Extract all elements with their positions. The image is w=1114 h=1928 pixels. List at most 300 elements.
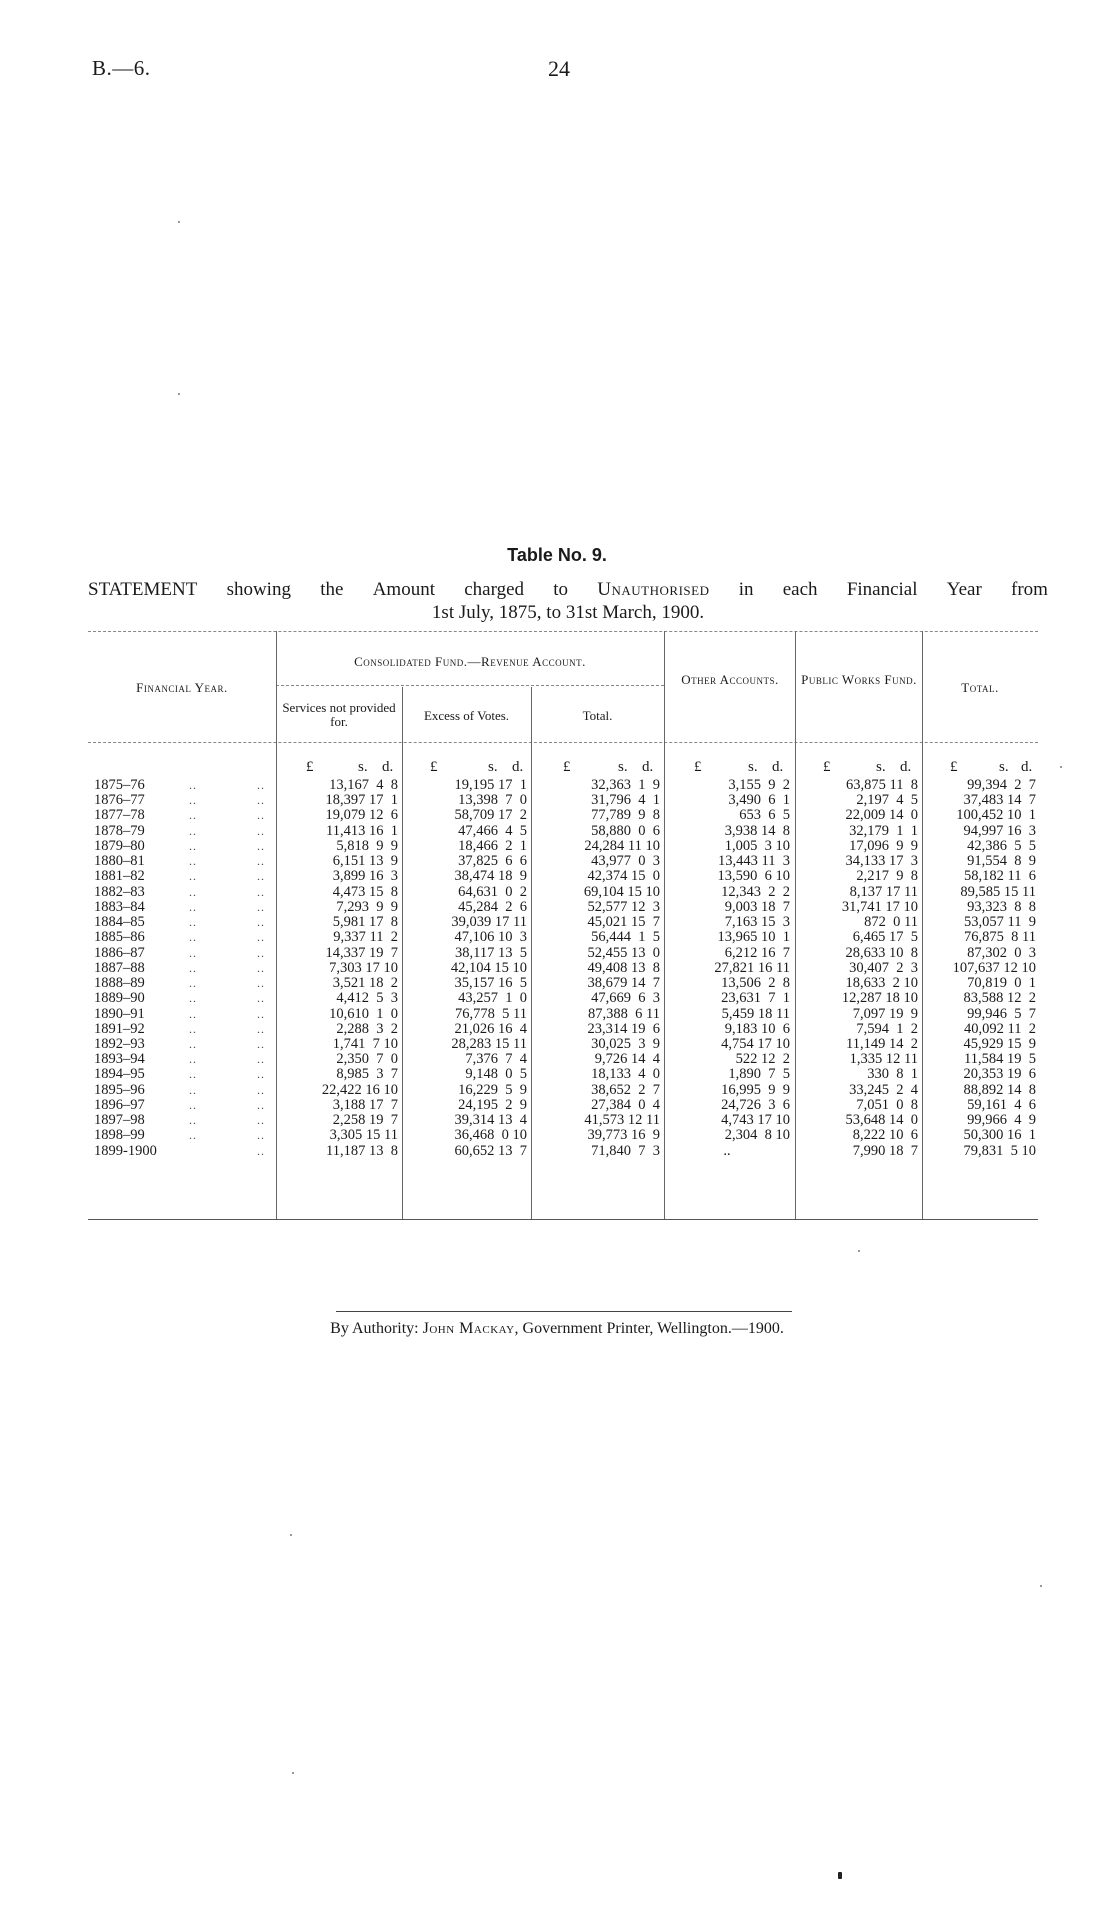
scan-speck	[292, 1772, 294, 1774]
year-row	[94, 1098, 272, 1113]
amount-cell: 12,287 18 10	[841, 990, 918, 1007]
table-statement	[88, 578, 1048, 624]
amount-cell: 9,337 11 2	[333, 929, 398, 946]
leader-dots: ..	[189, 884, 197, 899]
leader-dots: ..	[189, 960, 197, 975]
unit-pence: d.	[900, 759, 912, 775]
unit-pound: £	[563, 759, 571, 775]
header-consolidated-fund: Consolidated Fund.—Revenue Account.	[354, 654, 586, 669]
header-other-accounts: Other Accounts.	[681, 672, 779, 687]
leader-dots: ..	[257, 808, 265, 823]
amount-cell: 16,995 9 9	[721, 1081, 790, 1098]
leader-dots: ..	[189, 1006, 197, 1021]
leader-dots: ..	[257, 976, 265, 991]
amount-cell: 7,376 7 4	[465, 1051, 527, 1068]
leader-dots: ..	[189, 915, 197, 930]
unit-pound: £	[950, 759, 958, 775]
unit-pound: £	[694, 759, 702, 775]
financial-year-cell: 1893–94	[94, 1051, 145, 1068]
amount-cell: 13,506 2 8	[721, 975, 790, 992]
amount-cell: 3,899 16 3	[332, 868, 398, 885]
table-title: Table No. 9.	[507, 545, 607, 565]
leader-dots: ..	[257, 930, 265, 945]
amount-cell: 2,217 9 8	[856, 868, 918, 885]
total-column	[922, 778, 1036, 1159]
footer-rule	[336, 1311, 792, 1312]
statement-word: showing	[226, 579, 291, 600]
amount-cell: 13,965 10 1	[717, 929, 790, 946]
amount-cell: 64,631 0 2	[458, 883, 527, 900]
leader-dots: ..	[257, 793, 265, 808]
amount-cell: 9,726 14 4	[594, 1051, 660, 1068]
amount-cell: 2,197 4 5	[856, 792, 918, 809]
amount-cell: 18,133 4 0	[591, 1066, 660, 1083]
amount-cell: 27,384 0 4	[591, 1096, 660, 1113]
amount-cell: 2,258 19 7	[332, 1112, 398, 1129]
statement-word: each	[782, 579, 818, 600]
amount-cell: 99,394 2 7	[967, 777, 1036, 793]
amount-cell: 653 6 5	[739, 807, 790, 824]
amount-cell: 58,709 17 2	[454, 807, 527, 824]
amount-cell: 30,407 2 3	[849, 959, 918, 976]
amount-cell: 63,875 11 8	[846, 777, 918, 793]
amount-cell: 41,573 12 11	[584, 1112, 660, 1129]
leader-dots: ..	[189, 1097, 197, 1112]
leader-dots: ..	[189, 1113, 197, 1128]
amount-cell: 53,648 14 0	[845, 1112, 918, 1129]
leader-dots: ..	[257, 823, 265, 838]
leader-dots: ..	[189, 1067, 197, 1082]
leader-dots: ..	[257, 1113, 265, 1128]
amount-cell: 38,652 2 7	[591, 1081, 660, 1098]
services-column	[276, 778, 398, 1159]
scan-speck	[1060, 766, 1062, 768]
year-row	[94, 915, 272, 930]
scan-speck	[858, 1250, 860, 1252]
amount-cell: 36,468 0 10	[454, 1127, 527, 1144]
year-row	[94, 946, 272, 961]
amount-cell: 83,588 12 2	[963, 990, 1036, 1007]
amount-cell: 71,840 7 3	[591, 1142, 660, 1159]
amount-cell: 2,350 7 0	[336, 1051, 398, 1068]
amount-cell: 19,079 12 6	[325, 807, 398, 824]
leader-dots: ..	[257, 1128, 265, 1143]
amount-cell: 76,875 8 11	[964, 929, 1036, 946]
leader-dots: ..	[257, 854, 265, 869]
amount-cell: 13,167 4 8	[329, 777, 398, 793]
statement-word: in	[738, 579, 754, 600]
year-row	[94, 778, 272, 793]
amount-cell: 17,096 9 9	[849, 837, 918, 854]
leader-dots: ..	[189, 899, 197, 914]
leader-dots: ..	[189, 1128, 197, 1143]
amount-cell: 27,821 16 11	[714, 959, 790, 976]
amount-cell: 58,880 0 6	[591, 822, 660, 839]
year-row	[94, 824, 272, 839]
amount-cell: 24,726 3 6	[721, 1096, 790, 1113]
table-bottom-rule	[88, 1219, 1038, 1220]
unit-shillings: s.	[618, 759, 628, 775]
amount-cell: 28,283 15 11	[451, 1035, 527, 1052]
amount-cell: 7,051 0 8	[856, 1096, 918, 1113]
unit-pound: £	[306, 759, 314, 775]
year-row	[94, 1113, 272, 1128]
year-row	[94, 991, 272, 1006]
leader-dots: ..	[189, 1036, 197, 1051]
amount-cell: 47,106 10 3	[454, 929, 527, 946]
scan-speck	[290, 1534, 292, 1536]
amount-cell: 79,831 5 10	[963, 1142, 1036, 1159]
leader-dots: ..	[189, 823, 197, 838]
amount-cell: 87,302 0 3	[967, 944, 1036, 961]
year-row	[94, 1007, 272, 1022]
leader-dots: ..	[189, 945, 197, 960]
amount-cell: 87,388 6 11	[588, 1005, 660, 1022]
amount-cell: 70,819 0 1	[967, 975, 1036, 992]
consolidated-header-rule	[276, 685, 664, 686]
amount-cell: 9,148 0 5	[465, 1066, 527, 1083]
amount-cell: 38,117 13 5	[455, 944, 527, 961]
leader-dots: ..	[189, 838, 197, 853]
amount-cell: 19,195 17 1	[454, 777, 527, 793]
leader-dots: ..	[257, 778, 265, 792]
amount-cell: 37,483 14 7	[963, 792, 1036, 809]
amount-cell: 23,314 19 6	[587, 1020, 660, 1037]
amount-cell: 5,818 9 9	[336, 837, 398, 854]
unit-shillings: s.	[358, 759, 368, 775]
amount-cell: 39,314 13 4	[454, 1112, 527, 1129]
amount-cell: 23,631 7 1	[721, 990, 790, 1007]
leader-dots: ..	[257, 991, 265, 1006]
amount-cell: 59,161 4 6	[967, 1096, 1036, 1113]
amount-cell: ..	[723, 1142, 731, 1159]
amount-cell: 14,337 19 7	[325, 944, 398, 961]
leader-dots: ..	[257, 838, 265, 853]
amount-cell: 2,288 3 2	[336, 1020, 398, 1037]
amount-cell: 10,610 1 0	[329, 1005, 398, 1022]
amount-cell: 5,981 17 8	[332, 914, 398, 931]
scan-speck	[178, 221, 180, 223]
amount-cell: 13,590 6 10	[717, 868, 790, 885]
amount-cell: 11,149 14 2	[846, 1035, 918, 1052]
amount-cell: 1,741 7 10	[332, 1035, 398, 1052]
statement-word: Unauthorised	[597, 579, 710, 600]
amount-cell: 58,182 11 6	[964, 868, 1036, 885]
amount-cell: 76,778 5 11	[455, 1005, 527, 1022]
amount-cell: 8,222 10 6	[852, 1127, 918, 1144]
unit-pence: d.	[382, 759, 394, 775]
amount-cell: 60,652 13 7	[454, 1142, 527, 1159]
financial-year-cell: 1892–93	[94, 1035, 145, 1052]
financial-year-cell: 1876–77	[94, 792, 145, 809]
subtotal-column	[531, 778, 660, 1159]
year-row	[94, 1067, 272, 1082]
year-row	[94, 808, 272, 823]
statement-word: from	[1011, 579, 1048, 600]
amount-cell: 38,679 14 7	[587, 975, 660, 992]
year-row	[94, 869, 272, 884]
leader-dots: ..	[257, 1067, 265, 1082]
header-total: Total.	[961, 680, 999, 695]
footer-printer: John Mackay	[422, 1320, 515, 1337]
amount-cell: 5,459 18 11	[721, 1005, 790, 1022]
amount-cell: 77,789 9 8	[591, 807, 660, 824]
amount-cell: 7,293 9 9	[336, 898, 398, 915]
amount-cell: 7,990 18 7	[852, 1142, 918, 1159]
amount-cell: 50,300 16 1	[963, 1127, 1036, 1144]
amount-cell: 7,594 1 2	[856, 1020, 918, 1037]
amount-cell: 52,455 13 0	[587, 944, 660, 961]
amount-cell: 20,353 19 6	[963, 1066, 1036, 1083]
year-row	[94, 839, 272, 854]
year-row	[94, 930, 272, 945]
leader-dots: ..	[189, 778, 197, 792]
amount-cell: 11,187 13 8	[326, 1142, 398, 1159]
leader-dots: ..	[257, 1006, 265, 1021]
statement-line-2: 1st July, 1875, to 31st March, 1900.	[431, 602, 705, 623]
amount-cell: 11,413 16 1	[326, 822, 398, 839]
amount-cell: 6,212 16 7	[724, 944, 790, 961]
amount-cell: 47,466 4 5	[458, 822, 527, 839]
amount-cell: 11,584 19 5	[964, 1051, 1036, 1068]
financial-year-cell: 1878–79	[94, 822, 145, 839]
amount-cell: 52,577 12 3	[587, 898, 660, 915]
amount-cell: 99,966 4 9	[967, 1112, 1036, 1129]
leader-dots: ..	[257, 1097, 265, 1112]
statement-word: Financial	[846, 579, 918, 600]
year-row	[94, 1128, 272, 1143]
financial-year-cell: 1881–82	[94, 868, 145, 885]
amount-cell: 42,374 15 0	[587, 868, 660, 885]
financial-year-cell: 1883–84	[94, 898, 145, 915]
amount-cell: 1,890 7 5	[728, 1066, 790, 1083]
unit-shillings: s.	[748, 759, 758, 775]
statement-word: the	[320, 579, 344, 600]
amount-cell: 100,452 10 1	[956, 807, 1036, 824]
amount-cell: 31,796 4 1	[591, 792, 660, 809]
amount-cell: 4,754 17 10	[721, 1035, 790, 1052]
financial-year-cell: 1898–99	[94, 1127, 145, 1144]
scan-speck	[178, 393, 180, 395]
amount-cell: 31,741 17 10	[841, 898, 918, 915]
amount-cell: 4,473 15 8	[332, 883, 398, 900]
leader-dots: ..	[189, 854, 197, 869]
financial-year-cell: 1889–90	[94, 990, 145, 1007]
leader-dots: ..	[189, 808, 197, 823]
amount-cell: 91,554 8 9	[967, 853, 1036, 870]
table-top-rule	[88, 631, 1038, 632]
amount-cell: 21,026 16 4	[454, 1020, 527, 1037]
amount-cell: 37,825 6 6	[458, 853, 527, 870]
leader-dots: ..	[257, 945, 265, 960]
unit-pence: d.	[1021, 759, 1033, 775]
amount-cell: 32,179 1 1	[849, 822, 918, 839]
statement-word: STATEMENT	[88, 579, 198, 600]
financial-year-cell: 1896–97	[94, 1096, 145, 1113]
leader-dots: ..	[189, 1082, 197, 1097]
year-row	[94, 1144, 272, 1159]
leader-dots: ..	[189, 793, 197, 808]
unit-shillings: s.	[876, 759, 886, 775]
financial-year-cell: 1897–98	[94, 1112, 145, 1129]
amount-cell: 7,303 17 10	[329, 959, 398, 976]
leader-dots: ..	[189, 930, 197, 945]
financial-year-cell: 1880–81	[94, 853, 145, 870]
amount-cell: 3,490 6 1	[728, 792, 790, 809]
amount-cell: 28,633 10 8	[845, 944, 918, 961]
amount-cell: 872 0 11	[864, 914, 918, 931]
statement-word: Year	[946, 579, 982, 600]
other-accounts-column	[664, 778, 790, 1159]
leader-dots: ..	[257, 1052, 265, 1067]
financial-year-cell: 1894–95	[94, 1066, 145, 1083]
amount-cell: 7,097 19 9	[852, 1005, 918, 1022]
amount-cell: 3,938 14 8	[724, 822, 790, 839]
leader-dots: ..	[257, 884, 265, 899]
financial-year-cell: 1875–76	[94, 777, 145, 793]
excess-column	[402, 778, 527, 1159]
financial-year-cell: 1895–96	[94, 1081, 145, 1098]
unit-pound: £	[823, 759, 831, 775]
leader-dots: ..	[257, 1143, 265, 1158]
year-row	[94, 1037, 272, 1052]
financial-year-cell: 1886–87	[94, 944, 145, 961]
amount-cell: 45,284 2 6	[458, 898, 527, 915]
amount-cell: 49,408 13 8	[587, 959, 660, 976]
scan-speck	[838, 1872, 842, 1879]
header-excess-of-votes: Excess of Votes.	[423, 708, 510, 723]
statement-word: charged	[464, 579, 525, 600]
amount-cell: 34,133 17 3	[845, 853, 918, 870]
amount-cell: 9,183 10 6	[724, 1020, 790, 1037]
financial-year-column	[94, 778, 272, 1159]
financial-year-cell: 1899-1900	[94, 1142, 157, 1159]
amount-cell: 8,985 3 7	[336, 1066, 398, 1083]
amount-cell: 30,025 3 9	[591, 1035, 660, 1052]
amount-cell: 107,637 12 10	[952, 959, 1036, 976]
amount-cell: 35,157 16 5	[454, 975, 527, 992]
financial-year-cell: 1891–92	[94, 1020, 145, 1037]
amount-cell: 8,137 17 11	[849, 883, 918, 900]
amount-cell: 13,398 7 0	[458, 792, 527, 809]
unit-pence: d.	[642, 759, 654, 775]
amount-cell: 18,633 2 10	[845, 975, 918, 992]
amount-cell: 24,284 11 10	[584, 837, 660, 854]
amount-cell: 2,304 8 10	[724, 1127, 790, 1144]
amount-cell: 3,305 15 11	[329, 1127, 398, 1144]
amount-cell: 6,151 13 9	[332, 853, 398, 870]
leader-dots: ..	[189, 1021, 197, 1036]
leader-dots: ..	[189, 976, 197, 991]
header-financial-year: Financial Year.	[136, 680, 228, 695]
amount-cell: 18,466 2 1	[458, 837, 527, 854]
amount-cell: 522 12 2	[735, 1051, 790, 1068]
amount-cell: 330 8 1	[867, 1066, 918, 1083]
financial-year-cell: 1877–78	[94, 807, 145, 824]
leader-dots: ..	[257, 869, 265, 884]
year-row	[94, 885, 272, 900]
header-bottom-rule	[88, 742, 1038, 743]
amount-cell: 9,003 18 7	[724, 898, 790, 915]
leader-dots: ..	[257, 899, 265, 914]
page-reference: B.—6.	[92, 56, 151, 80]
header-public-works-fund: Public Works Fund.	[801, 672, 917, 687]
unit-shillings: s.	[999, 759, 1009, 775]
amount-cell: 4,412 5 3	[336, 990, 398, 1007]
header-services-not-provided: Services not provided for.	[282, 700, 396, 729]
statement-word: to	[553, 579, 569, 600]
amount-cell: 1,005 3 10	[724, 837, 790, 854]
public-works-column	[795, 778, 918, 1159]
amount-cell: 42,104 15 10	[450, 959, 527, 976]
financial-year-cell: 1887–88	[94, 959, 145, 976]
amount-cell: 3,188 17 7	[332, 1096, 398, 1113]
unit-pence: d.	[512, 759, 524, 775]
amount-cell: 43,257 1 0	[458, 990, 527, 1007]
year-row	[94, 976, 272, 991]
amount-cell: 45,021 15 7	[587, 914, 660, 931]
leader-dots: ..	[189, 991, 197, 1006]
unit-shillings: s.	[488, 759, 498, 775]
unauthorised-expenditure-table	[88, 631, 1038, 1219]
leader-dots: ..	[189, 869, 197, 884]
financial-year-cell: 1879–80	[94, 837, 145, 854]
year-row	[94, 854, 272, 869]
amount-cell: 45,929 15 9	[963, 1035, 1036, 1052]
year-row	[94, 1083, 272, 1098]
amount-cell: 16,229 5 9	[458, 1081, 527, 1098]
financial-year-cell: 1882–83	[94, 883, 145, 900]
amount-cell: 38,474 18 9	[454, 868, 527, 885]
amount-cell: 6,465 17 5	[852, 929, 918, 946]
header-subtotal: Total.	[582, 708, 613, 723]
amount-cell: 93,323 8 8	[967, 898, 1036, 915]
footer-prefix: By Authority:	[330, 1320, 419, 1337]
financial-year-cell: 1884–85	[94, 914, 145, 931]
scan-speck	[1040, 1585, 1042, 1587]
amount-cell: 69,104 15 10	[583, 883, 660, 900]
footer-imprint	[0, 1320, 1114, 1338]
amount-cell: 33,245 2 4	[849, 1081, 918, 1098]
leader-dots: ..	[257, 1036, 265, 1051]
leader-dots: ..	[257, 915, 265, 930]
amount-cell: 22,009 14 0	[845, 807, 918, 824]
amount-cell: 40,092 11 2	[964, 1020, 1036, 1037]
amount-cell: 3,521 18 2	[332, 975, 398, 992]
amount-cell: 4,743 17 10	[721, 1112, 790, 1129]
amount-cell: 43,977 0 3	[591, 853, 660, 870]
unit-pence: d.	[772, 759, 784, 775]
amount-cell: 39,039 17 11	[451, 914, 527, 931]
amount-cell: 12,343 2 2	[721, 883, 790, 900]
amount-cell: 7,163 15 3	[724, 914, 790, 931]
amount-cell: 88,892 14 8	[963, 1081, 1036, 1098]
year-row	[94, 1052, 272, 1067]
amount-cell: 18,397 17 1	[325, 792, 398, 809]
amount-cell: 89,585 15 11	[960, 883, 1036, 900]
leader-dots: ..	[257, 1082, 265, 1097]
leader-dots: ..	[189, 1052, 197, 1067]
amount-cell: 13,443 11 3	[718, 853, 790, 870]
amount-cell: 39,773 16 9	[587, 1127, 660, 1144]
amount-cell: 94,997 16 3	[963, 822, 1036, 839]
amount-cell: 1,335 12 11	[849, 1051, 918, 1068]
footer-suffix: , Government Printer, Wellington.—1900.	[514, 1320, 784, 1337]
amount-cell: 3,155 9 2	[728, 777, 790, 793]
amount-cell: 99,946 5 7	[967, 1005, 1036, 1022]
statement-word: Amount	[372, 579, 435, 600]
year-row	[94, 1022, 272, 1037]
